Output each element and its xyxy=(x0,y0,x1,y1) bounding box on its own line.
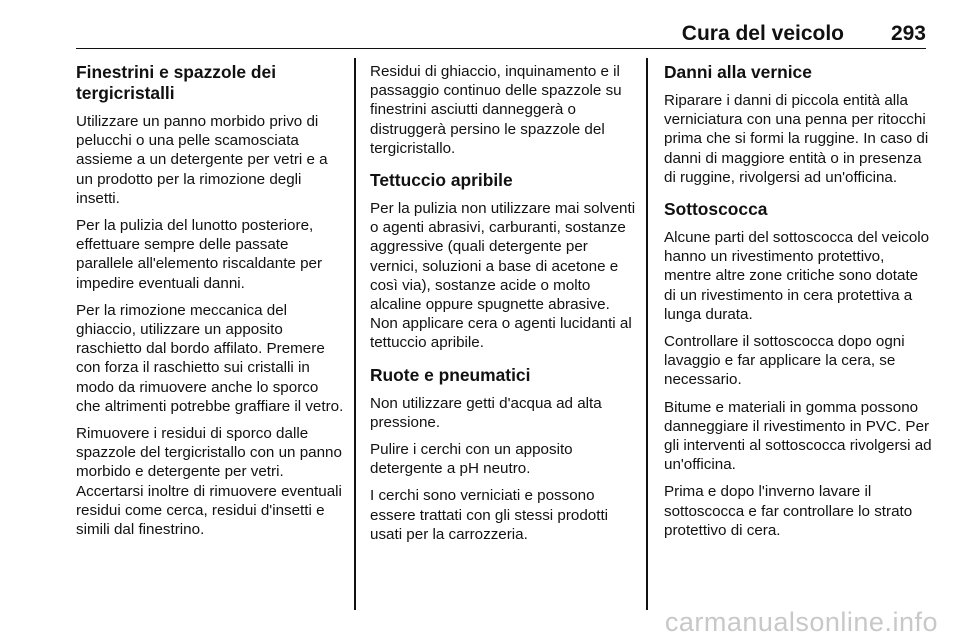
windows-wipers-heading: Finestrini e spazzole dei tergicristalli xyxy=(76,62,277,103)
paragraph: Alcune parti del sottoscocca del veicolo hanno un rivestimento protettivo, mentre altre zone critiche sono dotate di un rivestimento in cera protettiva a lunga durata. xyxy=(664,229,930,323)
paragraph: Residui di ghiaccio, inquinamento e il passaggio continuo delle spazzole su finestrini asciutti danneggerà o distruggerà persino le spazzole del tergicristallo. xyxy=(370,63,622,157)
column-1 xyxy=(76,62,344,547)
paragraph: Bitume e materiali in gomma possono danneggiare il rivestimento in PVC. Per gli interventi al sottoscocca rivolgersi ad un'officina. xyxy=(664,398,932,474)
paint-damage-heading: Danni alla vernice xyxy=(664,62,812,82)
paragraph: I cerchi sono verniciati e possono essere trattati con gli stessi prodotti usati per la carrozzeria. xyxy=(370,487,609,543)
paragraph: Non utilizzare getti d'acqua ad alta pressione. xyxy=(370,394,602,431)
paragraph: Pulire i cerchi con un apposito detergente a pH neutro. xyxy=(370,441,573,478)
section-title: Cura del veicolo xyxy=(681,22,844,45)
column-divider xyxy=(646,58,648,610)
page-header xyxy=(76,14,926,49)
underbody-heading: Sottoscocca xyxy=(664,199,768,220)
page-number: 293 xyxy=(890,22,926,45)
paragraph: Rimuovere i residui di sporco dalle spazzole del tergicristallo con un panno morbido e detergente per vetri. Accertarsi inoltre di rimuovere eventuali residui come cerca, residui d'insetti e simili dal finestrino. xyxy=(76,425,342,539)
paragraph: Per la rimozione meccanica del ghiaccio, utilizzare un apposito raschietto dal bordo affilato. Premere con forza il raschietto sui cristalli in modo da rimuovere anche lo sporco che altrimenti potrebbe graffiare il vetro. xyxy=(76,301,344,415)
paragraph: Per la pulizia non utilizzare mai solventi o agenti abrasivi, carburanti, sostanze aggressive (quali detergente per vernici, soluzioni a base di acetone e così via), sostanze acide o molto alcaline oppure spugnette abrasive. Non applicare cera o agenti lucidanti al tettuccio apribile. xyxy=(370,200,636,352)
paragraph: Prima e dopo l'inverno lavare il sottoscocca e far controllare lo strato protettivo di cera. xyxy=(664,483,913,539)
column-3 xyxy=(664,62,932,548)
wheels-tyres-heading: Ruote e pneumatici xyxy=(370,364,531,385)
paragraph: Riparare i danni di piccola entità alla verniciatura con una penna per ritocchi prima che si formi la ruggine. In caso di danni di maggiore entità o in presenza di ruggine, rivolgersi ad un'officina. xyxy=(664,92,929,186)
column-divider xyxy=(354,58,356,610)
watermark: carmanualsonline.info xyxy=(664,607,938,637)
paragraph: Utilizzare un panno morbido privo di pelucchi o una pelle scamosciata assieme a un detergente per vetri e a un prodotto per la rimozione degli insetti. xyxy=(76,113,328,207)
paragraph: Per la pulizia del lunotto posteriore, effettuare sempre delle passate parallele all'elemento riscaldante per impedire eventuali danni. xyxy=(76,217,323,292)
sunroof-heading: Tettuccio apribile xyxy=(370,170,513,191)
column-2 xyxy=(370,62,638,552)
paragraph: Controllare il sottoscocca dopo ogni lavaggio e far applicare la cera, se necessario. xyxy=(664,333,905,389)
